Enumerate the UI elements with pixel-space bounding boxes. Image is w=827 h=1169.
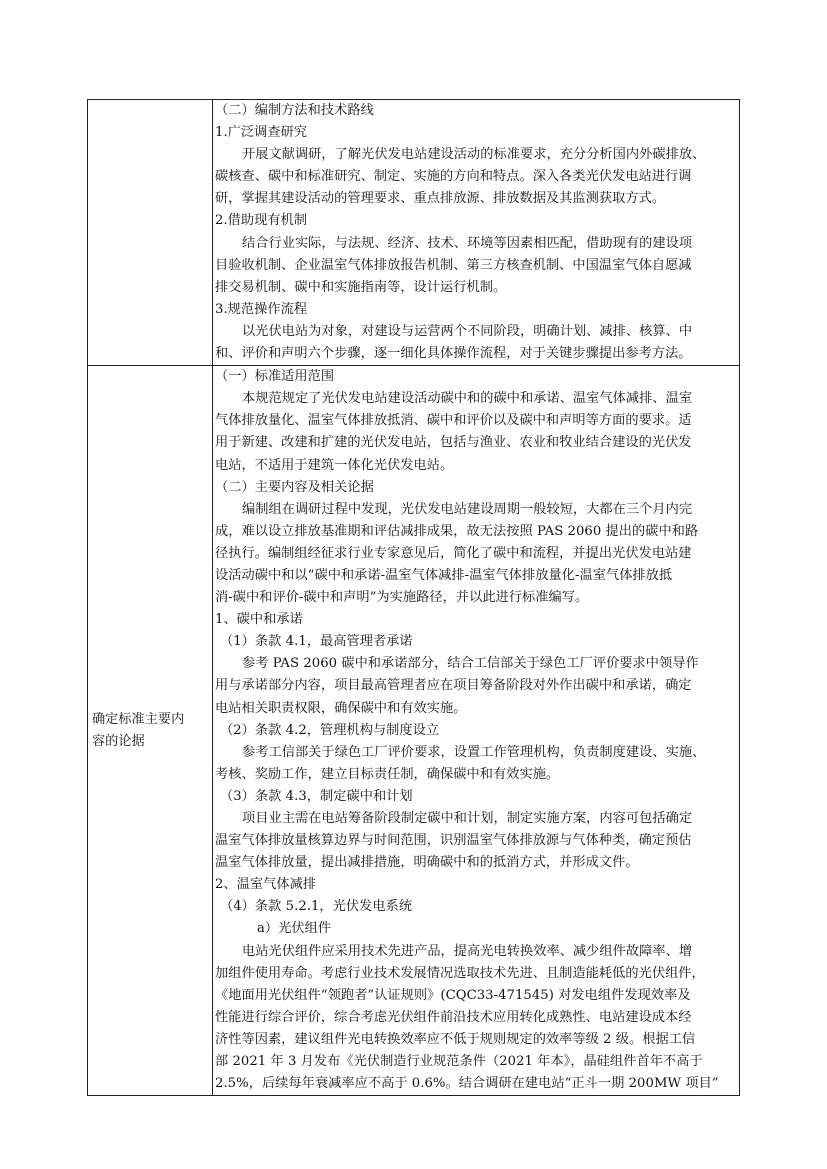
text-line: 目验收机制、企业温室气体排放报告机制、第三方核查机制、中国温室气体自愿减 [215,257,692,273]
right-cell-method [213,100,740,366]
clause-heading: （3）条款 4.3，制定碳中和计划 [220,788,413,804]
text-line: 温室气体排放量核算边界与时间范围，识别温室气体排放源与气体种类，确定预估 [215,833,692,849]
section-heading: 3.规范操作流程 [215,301,308,317]
section-heading: 2、温室气体减排 [215,877,317,893]
text-line: 项目业主需在电站筹备阶段制定碳中和计划，制定实施方案，内容可包括确定 [242,811,693,826]
text-line: 编制组在调研过程中发现，光伏发电站建设周期一般较短，大都在三个月内完 [242,501,693,517]
text-line: 以光伏电站为对象，对建设与运营两个不同阶段，明确计划、减排、核算、中 [242,323,693,339]
text-line: 电站相关职责权限，确保碳中和有效实施。 [215,700,467,716]
text-line: 部 2021 年 3 月发布《光伏制造行业规范条件（2021 年本》，晶硅组件首年不高于 [215,1054,703,1070]
section-heading: 1、碳中和承诺 [215,612,303,628]
text-line: 本规范规定了光伏发电站建设活动碳中和的碳中和承诺、温室气体减排、温室 [242,391,693,407]
section-heading: 1.广泛调查研究 [215,125,308,141]
clause-heading: （2）条款 4.2，管理机构与制度设立 [220,722,440,738]
text-line: 气体排放量化、温室气体排放抵消、碳中和评价以及碳中和声明等方面的要求。适 [215,413,692,429]
text-line: 加组件使用寿命。考虑行业技术发展情况选取技术先进、且制造能耗低的光伏组件， [215,965,705,981]
text-line: 研，掌握其建设活动的管理要求、重点排放源、排放数据及其监测获取方式。 [215,191,666,207]
section-heading: （二）主要内容及相关论据 [215,479,374,495]
text-line: 参考 PAS 2060 碳中和承诺部分，结合工信部关于绿色工厂评价要求中领导作 [242,656,699,672]
text-line: 济性等因素，建议组件光电转换效率应不低于规则规定的效率等级 2 级。根据工信 [215,1031,696,1047]
text-line: 结合行业实际，与法规、经济、技术、环境等因素相匹配，借助现有的建设项 [242,235,693,251]
method-body [213,100,739,365]
text-line: 参考工信部关于绿色工厂评价要求，设置工作管理机构，负责制度建设、实施、 [242,744,706,760]
text-line: 考核、奖励工作，建立目标责任制，确保碳中和有效实施。 [215,766,560,782]
section-heading: 2.借助现有机制 [215,213,308,229]
text-line: 和、评价和声明六个步骤，逐一细化具体操作流程，对于关键步骤提出参考方法。 [215,346,692,362]
text-line: 碳核查、碳中和标准研究、制定、实施的方向和特点。深入各类光伏发电站进行调 [215,169,692,185]
clause-heading: （1）条款 4.1，最高管理者承诺 [220,634,413,650]
basis-body [213,366,739,1095]
text-line: 性能进行综合评价，综合考虑光伏组件前沿技术应用转化成熟性、电站建设成本经 [215,1009,692,1025]
section-heading: （一）标准适用范围 [215,369,335,385]
section-heading: （二）编制方法和技术路线 [215,103,374,118]
table-row-basis [88,366,740,1096]
text-line: 电站光伏组件应采用技术先进产品，提高光电转换效率、减少组件故障率、增 [242,943,693,959]
left-cell-empty [88,100,213,366]
text-line: 消-碳中和评价-碳中和声明”为实施路径，并以此进行标准编写。 [215,590,589,606]
text-line: 开展文献调研，了解光伏发电站建设活动的标准要求，充分分析国内外碳排放、 [242,147,706,163]
text-line: 径执行。编制组经征求行业专家意见后，简化了碳中和流程，并提出光伏发电站建 [215,545,692,561]
table-row-method [88,100,740,366]
clause-heading: （4）条款 5.2.1，光伏发电系统 [220,899,413,915]
text-line: 《地面用光伏组件“领跑者”认证规则》(CQC33-471545) 对发电组件发现效率及 [215,987,691,1003]
text-line: 设活动碳中和以“碳中和承诺-温室气体减排-温室气体排放量化-温室气体排放抵 [215,567,673,583]
text-line: 用与承诺部分内容，项目最高管理者应在项目筹备阶段对外作出碳中和承诺，确定 [215,678,692,694]
text-line: 用于新建、改建和扩建的光伏发电站，包括与渔业、农业和牧业结合建设的光伏发 [215,435,692,451]
row-label: 确定标准主要内 容的论据 [92,711,185,749]
text-line: 成，难以设立排放基准期和评估减排成果，故无法按照 PAS 2060 提出的碳中和路 [215,523,699,539]
left-cell-basis [88,366,213,1096]
right-cell-basis [213,366,740,1096]
text-line: 温室气体排放量，提出减排措施，明确碳中和的抵消方式，并形成文件。 [215,855,639,871]
text-line: a）光伏组件 [257,921,332,937]
document-table [87,99,740,1096]
text-line: 排交易机制、碳中和实施指南等，设计运行机制。 [215,279,507,295]
text-line: 2.5%，后续每年衰减率应不高于 0.6%。结合调研在建电站“正斗一期 200MW 项目” [215,1076,719,1092]
text-line: 电站，不适用于建筑一体化光伏发电站。 [215,457,454,473]
